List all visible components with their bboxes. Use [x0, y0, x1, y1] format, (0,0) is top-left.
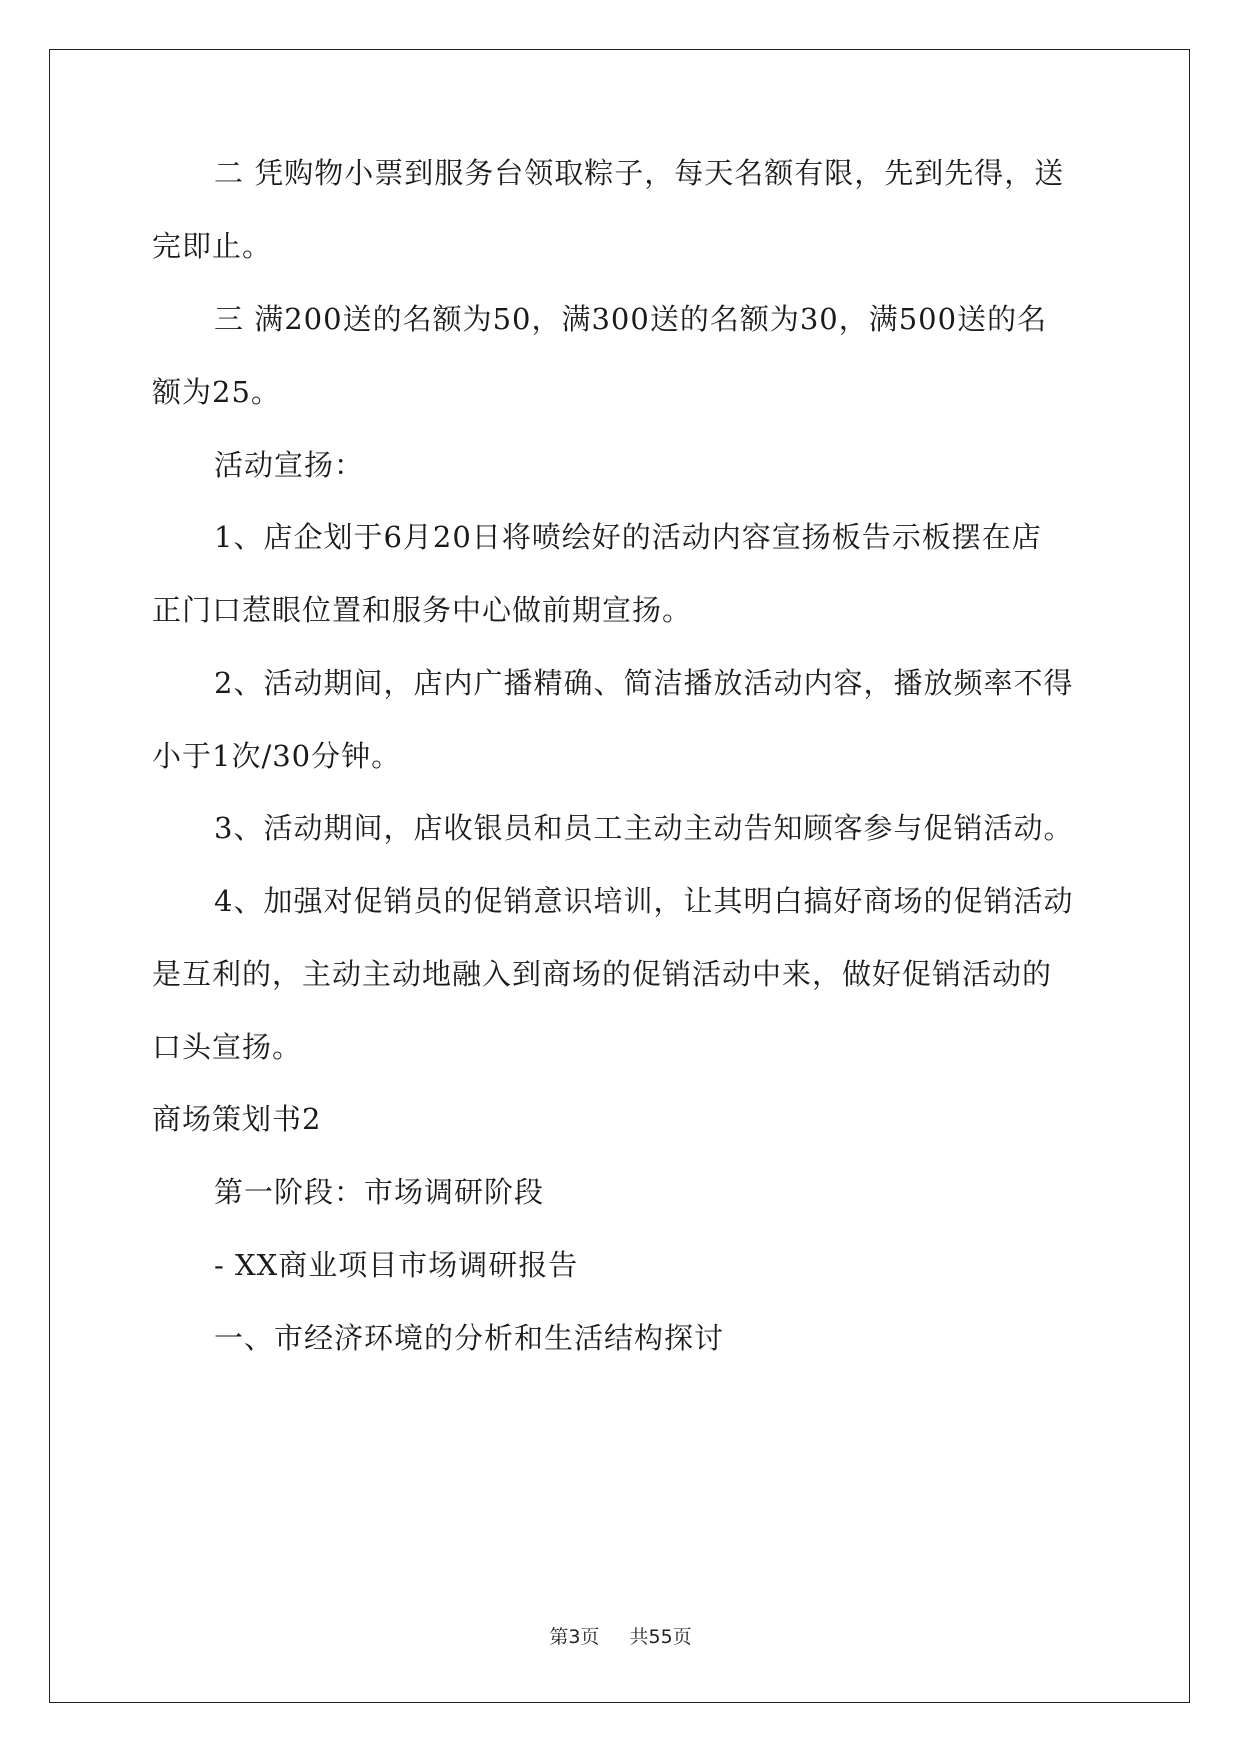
paragraph-line: 4、加强对促销员的促销意识培训，让其明白搞好商场的促销活动 [214, 884, 1074, 918]
paragraph-line: 2、活动期间，店内广播精确、简洁播放活动内容，播放频率不得 [214, 666, 1074, 700]
paragraph-line: 小于1次/30分钟。 [152, 739, 402, 773]
paragraph-line: 额为25。 [152, 375, 281, 409]
paragraph-line: 三 满200送的名额为50，满300送的名额为30，满500送的名 [214, 302, 1048, 336]
paragraph-line: 3、活动期间，店收银员和员工主动主动告知顾客参与促销活动。 [214, 811, 1074, 845]
paragraph-line: 1、店企划于6月20日将喷绘好的活动内容宣扬板告示板摆在店 [214, 520, 1042, 554]
page-border [49, 49, 1190, 1703]
page-total: 共55页 [629, 1626, 692, 1648]
paragraph-line: 是互利的，主动主动地融入到商场的促销活动中来，做好促销活动的 [152, 957, 1053, 991]
section-heading: 第一阶段：市场调研阶段 [214, 1175, 545, 1209]
paragraph-line: 口头宣扬。 [152, 1030, 303, 1064]
page-footer [0, 1622, 1241, 1649]
subsection-heading: 一、市经济环境的分析和生活结构探讨 [214, 1321, 725, 1355]
page-number: 第3页 [549, 1626, 600, 1648]
paragraph-line: 正门口惹眼位置和服务中心做前期宣扬。 [152, 593, 693, 627]
section-heading: 活动宣扬： [214, 448, 365, 482]
paragraph-line: 完即止。 [152, 229, 273, 263]
subsection-heading: - XX商业项目市场调研报告 [214, 1248, 579, 1282]
document-title: 商场策划书2 [152, 1102, 322, 1136]
paragraph-line: 二 凭购物小票到服务台领取粽子，每天名额有限，先到先得，送 [214, 156, 1065, 190]
